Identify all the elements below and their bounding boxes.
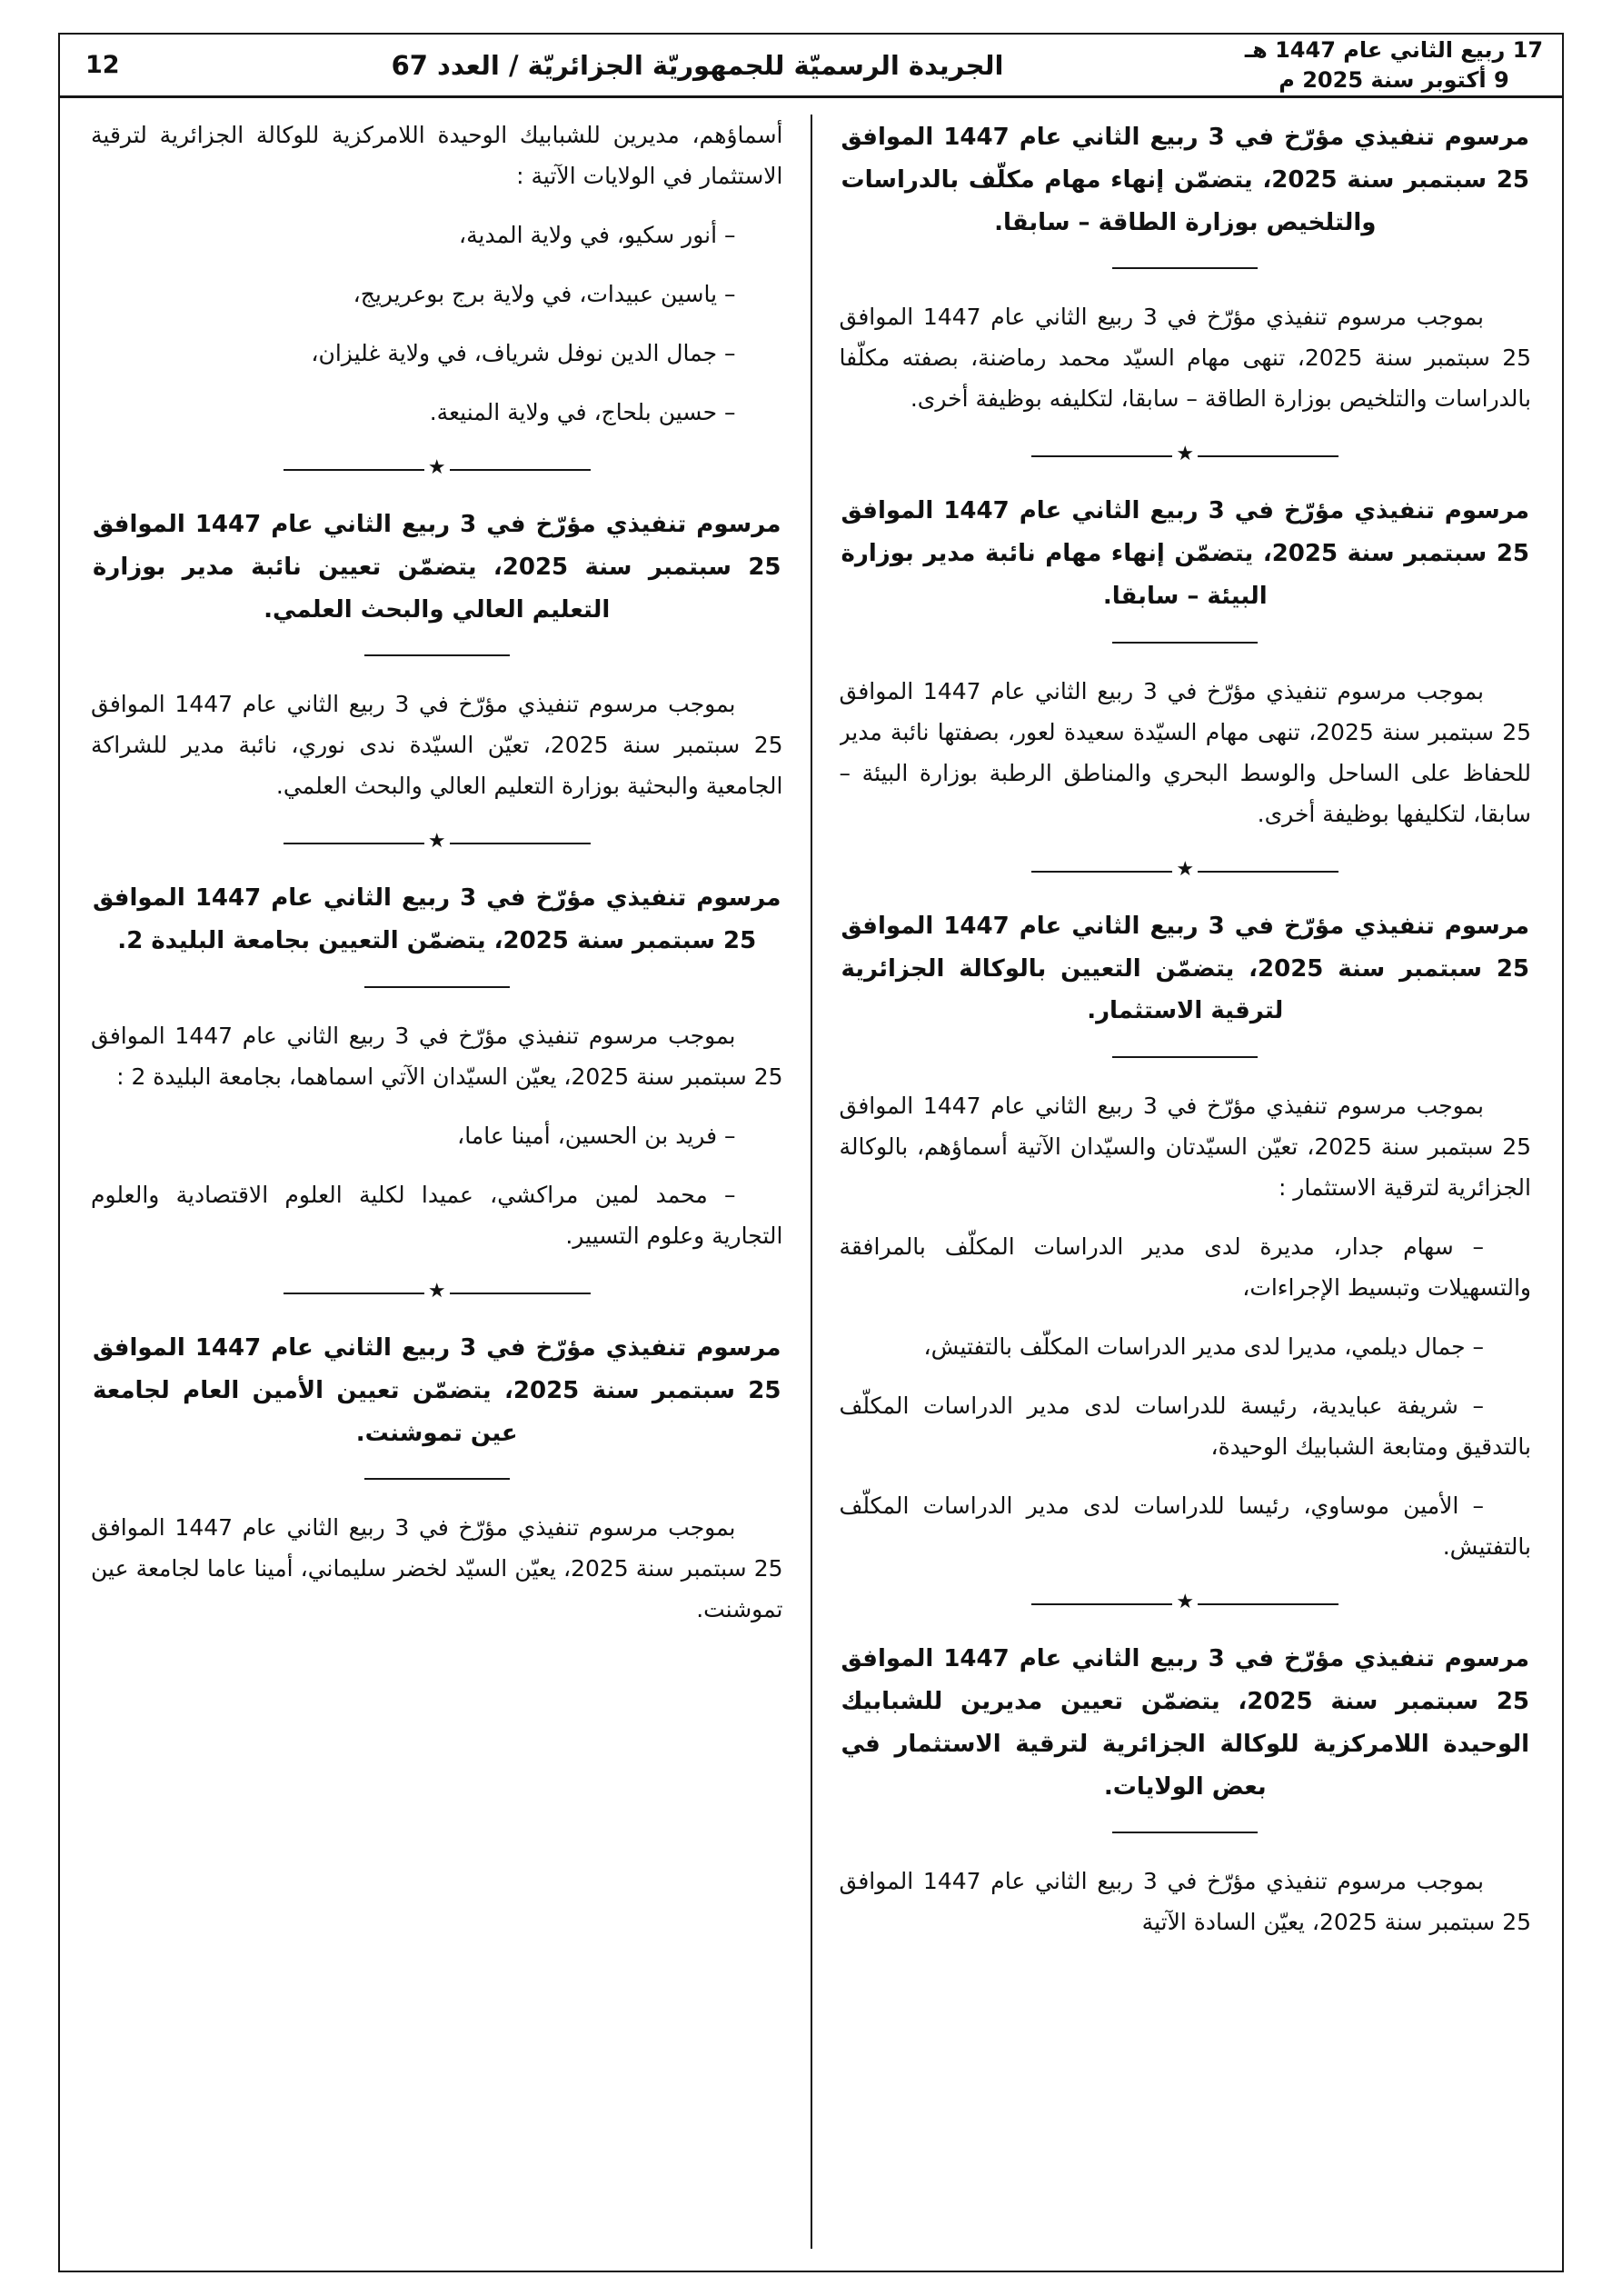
separator-line: [1031, 1603, 1172, 1605]
list-item: – محمد لمين مراكشي، عميدا لكلية العلوم الاقتصادية والعلوم التجارية وعلوم التسيير.: [91, 1181, 783, 1249]
page-content: [60, 98, 1562, 2271]
separator-line: [284, 469, 424, 471]
star-icon: ★: [1176, 857, 1195, 881]
gazette-page: [58, 33, 1564, 2272]
section-rule-separator: [364, 654, 510, 656]
separator-line: [284, 843, 424, 844]
separator-line: [1031, 871, 1172, 873]
column-right: [840, 115, 1532, 2249]
star-separator: [91, 1279, 783, 1303]
decree-title: مرسوم تنفيذي مؤرّخ في 3 ربيع الثاني عام 1447 الموافق 25 سبتمبر سنة 2025، يتضمّن تعيين الأمين العام لجامعة عين تموشنت.: [93, 1333, 781, 1447]
separator-line: [1198, 1603, 1338, 1605]
star-separator: [91, 830, 783, 854]
list-item: – حسين بلحاج، في ولاية المنيعة.: [429, 399, 736, 425]
page-header: [60, 35, 1562, 98]
list-item: – فريد بن الحسين، أمينا عاما،: [457, 1122, 736, 1149]
decree-title: مرسوم تنفيذي مؤرّخ في 3 ربيع الثاني عام 1447 الموافق 25 سبتمبر سنة 2025، يتضمّن إنهاء مهام مكلّف بالدراسات والتلخيص بوزارة الطاقة – سابقا.: [841, 124, 1529, 236]
star-icon: ★: [1176, 443, 1195, 466]
list-item: – جمال ديلمي، مديرا لدى مدير الدراسات المكلّف بالتفتيش،: [923, 1333, 1484, 1361]
decree-paragraph: بموجب مرسوم تنفيذي مؤرّخ في 3 ربيع الثاني عام 1447 الموافق 25 سبتمبر سنة 2025، يعيّن السيّدان الآتي اسماهما، بجامعة البليدة 2 :: [91, 1022, 783, 1090]
decree-title: مرسوم تنفيذي مؤرّخ في 3 ربيع الثاني عام 1447 الموافق 25 سبتمبر سنة 2025، يتضمّن تعيين مديرين للشبابيك الوحيدة اللامركزية للوكالة الجزائرية لترقية الاستثمار في بعض الولايات.: [841, 1645, 1529, 1801]
section-rule-separator: [364, 1478, 510, 1480]
section-rule-separator: [364, 986, 510, 988]
column-divider: [811, 115, 812, 2249]
star-separator: [840, 1591, 1532, 1614]
page-number: 12: [85, 51, 120, 79]
decree-title: مرسوم تنفيذي مؤرّخ في 3 ربيع الثاني عام 1447 الموافق 25 سبتمبر سنة 2025، يتضمّن التعيين بالوكالة الجزائرية لترقية الاستثمار.: [841, 912, 1530, 1025]
list-item: – أنور سكيو، في ولاية المدية،: [459, 222, 736, 248]
decree-paragraph: بموجب مرسوم تنفيذي مؤرّخ في 3 ربيع الثاني عام 1447 الموافق 25 سبتمبر سنة 2025، يعيّن السادة الآتية: [839, 1868, 1531, 1936]
section-rule-separator: [1112, 267, 1258, 269]
decree-paragraph: أسماؤهم، مديرين للشبابيك الوحيدة اللامركزية للوكالة الجزائرية لترقية الاستثمار في الولايات الآتية :: [91, 122, 783, 189]
section-rule-separator: [1112, 1056, 1258, 1058]
section-rule-separator: [1112, 642, 1258, 644]
list-item: – شريفة عبايدية، رئيسة للدراسات لدى مدير الدراسات المكلّف بالتدقيق ومتابعة الشبابيك الوحيدة،: [839, 1393, 1531, 1461]
star-icon: ★: [427, 830, 446, 854]
separator-line: [450, 1293, 591, 1294]
decree-paragraph: بموجب مرسوم تنفيذي مؤرّخ في 3 ربيع الثاني عام 1447 الموافق 25 سبتمبر سنة 2025، تنهى مهام السيّد محمد رماضنة، بصفته مكلّفا بالدراسات والتلخيص بوزارة الطاقة – سابقا، لتكليفه بوظيفة أخرى.: [839, 304, 1531, 413]
date-hijri: 17 ربيع الثاني عام 1447 هـ: [1244, 37, 1544, 64]
star-separator: [840, 857, 1532, 882]
column-left: [91, 115, 783, 2249]
list-item: – الأمين موساوي، رئيسا للدراسات لدى مدير الدراسات المكلّف بالتفتيش.: [839, 1492, 1531, 1561]
separator-line: [1198, 455, 1338, 457]
separator-line: [1198, 871, 1338, 873]
decree-title: مرسوم تنفيذي مؤرّخ في 3 ربيع الثاني عام 1447 الموافق 25 سبتمبر سنة 2025، يتضمّن تعيين نائبة مدير بوزارة التعليم العالي والبحث العلمي.: [93, 511, 781, 624]
star-separator: [840, 443, 1532, 466]
separator-line: [1031, 455, 1172, 457]
list-item: – ياسين عبيدات، في ولاية برج بوعريريج،: [353, 281, 736, 307]
separator-line: [284, 1293, 424, 1294]
list-item: – جمال الدين نوفل شرياف، في ولاية غليزان،: [311, 340, 736, 366]
list-item: – سهام جدار، مديرة لدى مدير الدراسات المكلّف بالمرافقة والتسهيلات وتبسيط الإجراءات،: [839, 1233, 1531, 1302]
decree-paragraph: بموجب مرسوم تنفيذي مؤرّخ في 3 ربيع الثاني عام 1447 الموافق 25 سبتمبر سنة 2025، تنهى مهام السيّدة سعيدة لعور، بصفتها نائبة مدير للحفاظ على الساحل والوسط البحري والمناطق الرطبة بوزارة البيئة – سابقا، لتكليفها بوظيفة أخرى.: [839, 677, 1531, 827]
star-icon: ★: [427, 1279, 446, 1303]
star-icon: ★: [427, 456, 446, 479]
decree-title: مرسوم تنفيذي مؤرّخ في 3 ربيع الثاني عام 1447 الموافق 25 سبتمبر سنة 2025، يتضمّن إنهاء مهام نائبة مدير بوزارة البيئة – سابقا.: [841, 497, 1529, 610]
star-icon: ★: [1176, 1591, 1195, 1614]
date-gregorian: 9 أكتوبر سنة 2025 م: [1279, 66, 1509, 93]
separator-line: [450, 469, 591, 471]
star-separator: [91, 456, 783, 480]
decree-title: مرسوم تنفيذي مؤرّخ في 3 ربيع الثاني عام 1447 الموافق 25 سبتمبر سنة 2025، يتضمّن التعيين بجامعة البليدة 2.: [93, 884, 781, 955]
section-rule-separator: [1112, 1832, 1258, 1833]
gazette-title: الجريدة الرسميّة للجمهوريّة الجزائريّة / العدد 67: [391, 49, 1004, 81]
decree-paragraph: بموجب مرسوم تنفيذي مؤرّخ في 3 ربيع الثاني عام 1447 الموافق 25 سبتمبر سنة 2025، تعيّن السيّدتان والسيّدان الآتية أسماؤهم، بالوكالة الجزائرية لترقية الاستثمار :: [839, 1093, 1531, 1202]
decree-paragraph: بموجب مرسوم تنفيذي مؤرّخ في 3 ربيع الثاني عام 1447 الموافق 25 سبتمبر سنة 2025، يعيّن السيّد لخضر سليماني، أمينا عاما لجامعة عين تموشنت.: [91, 1514, 783, 1623]
header-dates: [1244, 35, 1544, 95]
separator-line: [450, 843, 591, 844]
decree-paragraph: بموجب مرسوم تنفيذي مؤرّخ في 3 ربيع الثاني عام 1447 الموافق 25 سبتمبر سنة 2025، تعيّن السيّدة ندى نوري، نائبة مدير للشراكة الجامعية والبحثية بوزارة التعليم العالي والبحث العلمي.: [91, 691, 783, 800]
